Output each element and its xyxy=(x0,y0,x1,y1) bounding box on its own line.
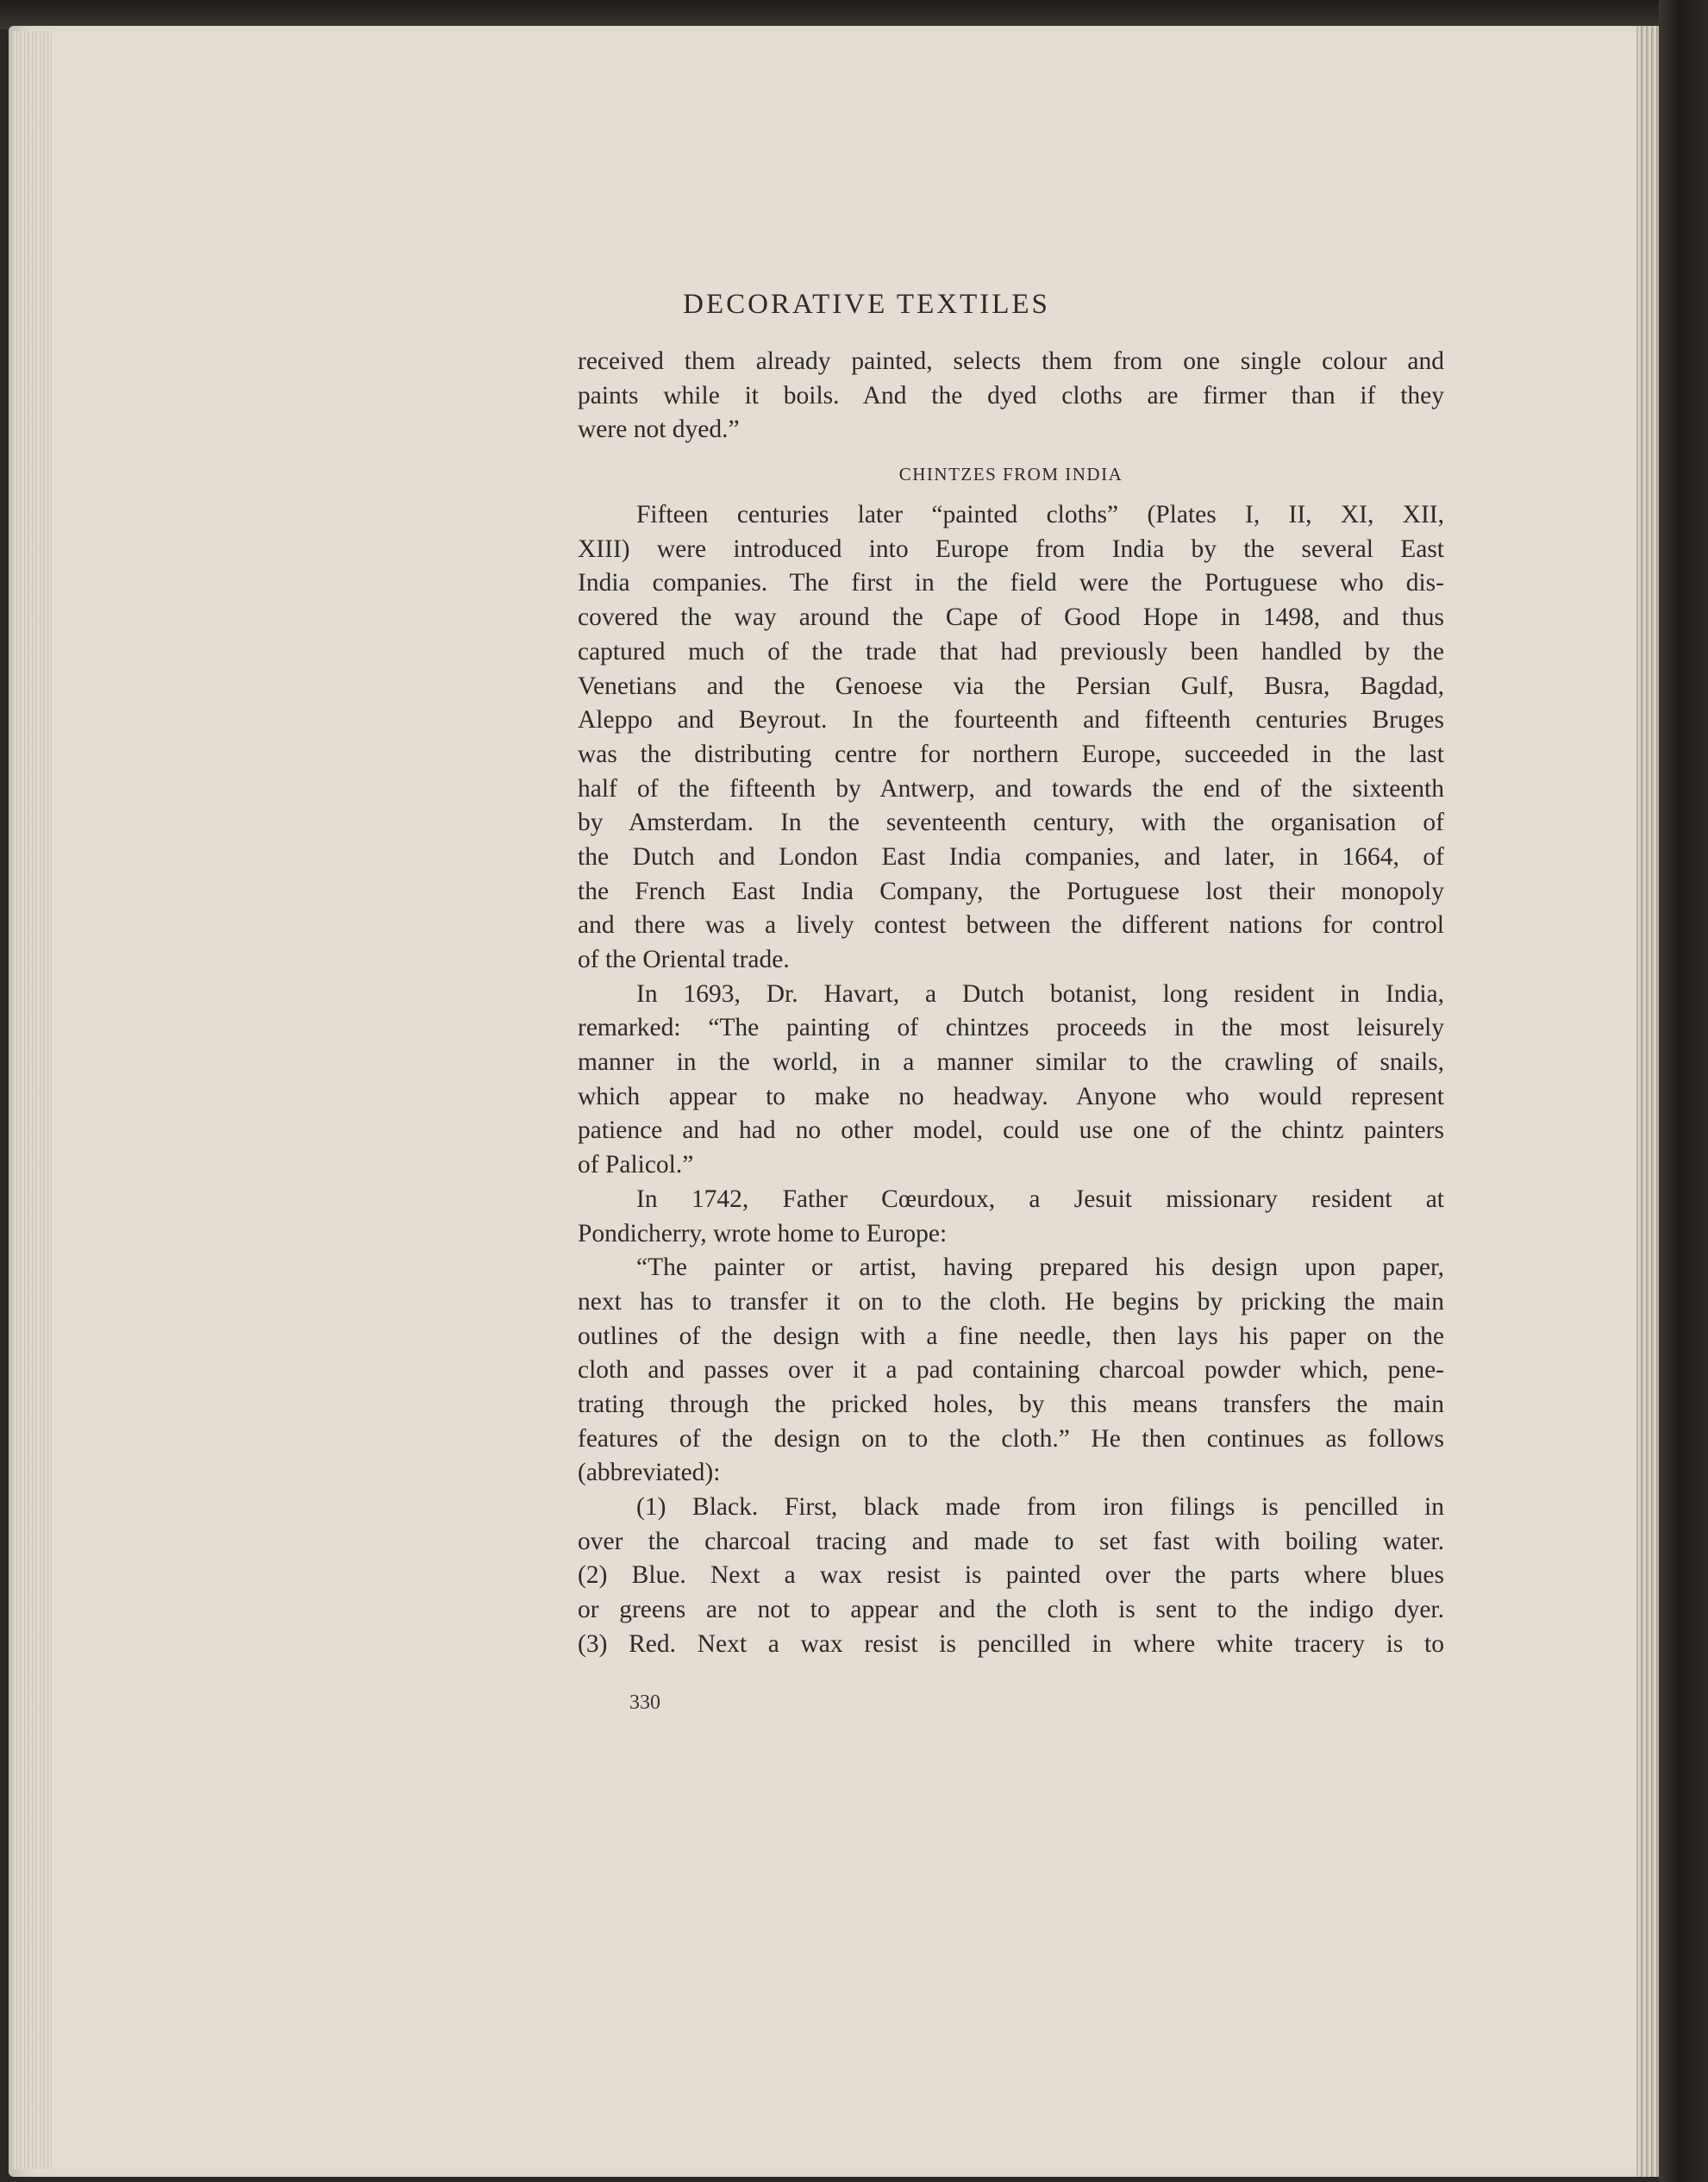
book-spine xyxy=(1659,0,1708,2182)
opening-paragraph xyxy=(578,345,1444,447)
text-line: by Amsterdam. In the seventeenth century, with the organisation of xyxy=(578,809,1444,837)
text-line: outlines of the design with a fine needle, then lays his paper on the xyxy=(578,1322,1444,1350)
text-line: or greens are not to appear and the cloth is sent to the indigo dyer. xyxy=(578,1596,1444,1624)
paragraph-east-india-companies xyxy=(578,498,1444,978)
text-line: which appear to make no headway. Anyone who would represent xyxy=(578,1082,1444,1110)
text-line: XIII) were introduced into Europe from India by the several East xyxy=(578,535,1444,563)
text-line: (1) Black. First, black made from iron filings is pencilled in xyxy=(636,1493,1444,1521)
text-line: and there was a lively contest between the different nations for control xyxy=(578,911,1444,940)
page-number: 330 xyxy=(629,1691,660,1714)
right-page-edges xyxy=(1636,26,1659,2177)
paragraph-colour-steps xyxy=(578,1491,1444,1661)
text-line: Fifteen centuries later “painted cloths” (Plates I, II, XI, XII, xyxy=(636,501,1444,529)
text-line: covered the way around the Cape of Good Hope in 1498, and thus xyxy=(578,603,1444,632)
left-page-edges xyxy=(12,31,52,2169)
text-line: were not dyed.” xyxy=(578,416,740,444)
text-line: Aleppo and Beyrout. In the fourteenth and fifteenth centuries Bruges xyxy=(578,706,1444,735)
text-line: (abbreviated): xyxy=(578,1459,721,1487)
text-line: next has to transfer it on to the cloth. He begins by pricking the main xyxy=(578,1287,1444,1316)
scan-top-border xyxy=(0,0,1708,29)
text-line: features of the design on to the cloth.” He then continues as follows xyxy=(578,1424,1444,1453)
text-line: In 1693, Dr. Havart, a Dutch botanist, long resident in India, xyxy=(636,979,1444,1008)
text-line: cloth and passes over it a pad containing charcoal powder which, pene- xyxy=(578,1356,1444,1385)
text-line: the Dutch and London East India companies, and later, in 1664, of xyxy=(578,842,1444,871)
text-line: of Palicol.” xyxy=(578,1151,694,1179)
text-line: (3) Red. Next a wax resist is pencilled in where white tracery is to xyxy=(578,1629,1444,1658)
text-line: Pondicherry, wrote home to Europe: xyxy=(578,1219,948,1247)
text-line: half of the fifteenth by Antwerp, and towards the end of the sixteenth xyxy=(578,774,1444,803)
text-line: In 1742, Father Cœurdoux, a Jesuit missionary resident at xyxy=(636,1185,1444,1213)
running-head: DECORATIVE TEXTILES xyxy=(683,289,1050,320)
text-line: “The painter or artist, having prepared his design upon paper, xyxy=(636,1254,1444,1282)
text-line: the French East India Company, the Portuguese lost their monopoly xyxy=(578,877,1444,905)
paragraph-coeurdoux xyxy=(578,1183,1444,1251)
text-line: paints while it boils. And the dyed cloths are firmer than if they xyxy=(578,381,1444,410)
paragraph-painter-quote xyxy=(578,1251,1444,1491)
text-line: over the charcoal tracing and made to set fast with boiling water. xyxy=(578,1527,1444,1555)
text-line: India companies. The first in the field were the Portuguese who dis- xyxy=(578,569,1444,597)
text-line: remarked: “The painting of chintzes proceeds in the most leisurely xyxy=(578,1014,1444,1042)
paragraph-havart xyxy=(578,978,1444,1183)
text-line: Venetians and the Genoese via the Persian Gulf, Busra, Bagdad, xyxy=(578,672,1444,700)
section-heading: CHINTZES FROM INDIA xyxy=(898,464,1123,485)
body-text xyxy=(578,345,1444,1661)
text-line: (2) Blue. Next a wax resist is painted over the parts where blues xyxy=(578,1561,1444,1590)
text-line: captured much of the trade that had previously been handled by the xyxy=(578,637,1444,666)
text-line: received them already painted, selects them from one single colour and xyxy=(578,347,1444,375)
text-line: of the Oriental trade. xyxy=(578,946,790,973)
text-line: manner in the world, in a manner similar to the crawling of snails, xyxy=(578,1048,1444,1077)
text-line: was the distributing centre for northern Europe, succeeded in the last xyxy=(578,740,1444,768)
text-line: trating through the pricked holes, by this means transfers the main xyxy=(578,1390,1444,1418)
text-line: patience and had no other model, could use one of the chintz painters xyxy=(578,1116,1444,1145)
